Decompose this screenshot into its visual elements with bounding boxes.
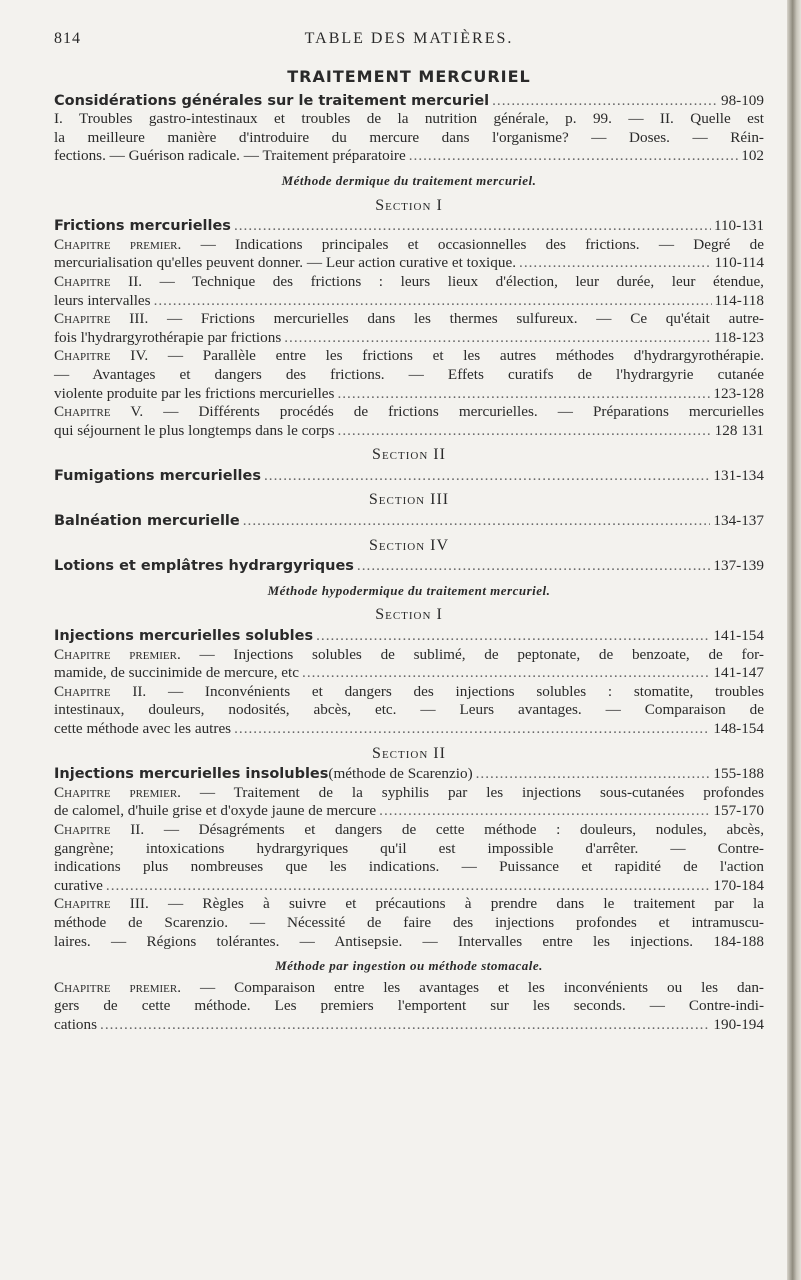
topic-entry (54, 92, 764, 111)
entry-line (54, 979, 764, 998)
toc-entry-line (54, 292, 764, 311)
chapter-label: Chapitre IV. (54, 347, 149, 365)
running-title: TABLE DES MATIÈRES. (304, 30, 514, 47)
page-reference: 98-109 (720, 91, 764, 109)
page-reference: 157-170 (713, 802, 764, 820)
dot-leader (264, 467, 710, 486)
entry-text: I. Troubles gastro-intestinaux et troubles de la nutrition générale, p. 99. — II. Quelle est (54, 110, 764, 128)
chapter-entry (54, 784, 764, 821)
toc-entry-line (54, 422, 764, 441)
method-heading: Méthode par ingestion ou méthode stomacale. (275, 958, 543, 974)
page-reference: 141-154 (713, 627, 764, 645)
entry-text: mercurialisation qu'elles peuvent donner. — Leur action curative et toxique. (54, 254, 517, 272)
page-number: 814 (54, 30, 81, 47)
running-head (54, 22, 764, 60)
entry-line (54, 895, 764, 914)
dot-leader (243, 512, 711, 531)
entry-label: mamide, de succinimide de mercure, etc (54, 664, 300, 682)
toc-entry-line (54, 147, 764, 166)
chapter-entry (54, 821, 764, 895)
toc-entry-line (54, 385, 764, 404)
chapter-entry (54, 310, 764, 347)
page-content (54, 22, 764, 1035)
table-of-contents (54, 92, 764, 1035)
entry-line (54, 997, 764, 1016)
entry-label: violente produite par les frictions mercurielles (54, 384, 335, 402)
topic-entry (54, 217, 764, 236)
chapter-entry (54, 347, 764, 403)
chapter-entry (54, 273, 764, 310)
page-reference: 134-137 (713, 512, 764, 530)
dot-leader (492, 92, 718, 111)
dot-leader (284, 329, 711, 348)
entry-label-note: (méthode de Scarenzio) (328, 765, 473, 783)
entry-text: — Traitement de la syphilis par les injections sous-cutanées profondes (180, 783, 764, 801)
page-reference: 128 131 (714, 421, 764, 439)
dot-leader (379, 802, 710, 821)
dot-leader (337, 385, 710, 404)
entry-label: fois l'hydrargyrothérapie par frictions (54, 328, 282, 346)
page-reference: 114-118 (714, 291, 764, 309)
dot-leader (519, 254, 711, 273)
method-heading: Méthode hypodermique du traitement mercuriel. (267, 582, 551, 598)
chapter-entry (54, 403, 764, 440)
entry-label: Fumigations mercurielles (54, 467, 261, 484)
section-heading: Section I (375, 606, 443, 624)
entry-text: — Comparaison entre les avantages et les inconvénients ou les dan- (181, 978, 764, 996)
chapter-label: Chapitre premier. (54, 645, 181, 663)
topic-entry (54, 557, 764, 576)
entry-text: — Frictions mercurielles dans les thermes sulfureux. — Ce qu'était autre- (148, 310, 764, 328)
entry-label: Considérations générales sur le traitement mercuriel (54, 92, 490, 109)
page-reference: 131-134 (713, 466, 764, 484)
toc-entry-line (54, 254, 764, 273)
page-reference: 137-139 (713, 557, 764, 575)
entry-text: — Inconvénients et dangers des injections solubles : stomatite, troubles (146, 682, 764, 700)
entry-label: Frictions mercurielles (54, 218, 231, 235)
dot-leader (234, 720, 710, 739)
entry-line (54, 129, 764, 148)
entry-text: indications plus nombreuses que les indications. — Puissance et rapidité de l'action (54, 858, 764, 876)
entry-line (54, 273, 764, 292)
chapter-label: Chapitre premier. (54, 978, 181, 996)
section-heading: Section I (375, 196, 443, 214)
entry-line (54, 858, 764, 877)
entry-text: laires. — Régions tolérantes. — Antisepsie. — Intervalles entre les injections. 184-188 (54, 932, 764, 950)
entry-label: Injections mercurielles insolubles (54, 766, 329, 783)
toc-entry-line (54, 1016, 764, 1035)
entry-text: gangrène; intoxications hydrargyriques qu'il est impossible d'arrêter. — Contre- (54, 839, 764, 857)
page-reference: 170-184 (713, 876, 764, 894)
section-heading: Section II (372, 744, 446, 762)
entry-line (54, 933, 764, 952)
topic-entry (54, 512, 764, 531)
entry-text: — Règles à suivre et précautions à prendre dans le traitement par la (148, 895, 764, 913)
page-reference: 190-194 (713, 1015, 764, 1033)
entry-line (54, 701, 764, 720)
dot-leader (106, 877, 710, 896)
entry-line (54, 914, 764, 933)
chapter-entry (54, 683, 764, 739)
dot-leader (476, 765, 711, 784)
dot-leader (357, 557, 710, 576)
dot-leader (338, 422, 712, 441)
entry-text: — Désagréments et dangers de cette méthode : douleurs, nodules, abcès, (144, 820, 764, 838)
entry-line (54, 683, 764, 702)
entry-text: — Parallèle entre les frictions et les autres méthodes d'hydrargyrothérapie. (148, 347, 765, 365)
chapter-label: Chapitre III. (54, 895, 149, 913)
method-heading: Méthode dermique du traitement mercuriel. (281, 172, 537, 188)
chapter-label: Chapitre II. (54, 820, 145, 838)
entry-line (54, 403, 764, 422)
dot-leader (100, 1016, 710, 1035)
entry-label: Lotions et emplâtres hydrargyriques (54, 558, 354, 575)
entry-line (54, 840, 764, 859)
dot-leader (316, 627, 710, 646)
entry-line (54, 236, 764, 255)
entry-label: de calomel, d'huile grise et d'oxyde jaune de mercure (54, 802, 377, 820)
page-reference: 110-131 (713, 217, 764, 235)
page-reference: 118-123 (713, 328, 764, 346)
entry-text: — Indications principales et occasionnelles des frictions. — Degré de (181, 235, 764, 253)
chapter-entry (54, 236, 764, 273)
dot-leader (409, 147, 738, 166)
section-heading: Section IV (368, 536, 450, 554)
entry-line (54, 347, 764, 366)
chapter-label: Chapitre III. (54, 310, 149, 328)
chapter-label: Chapitre II. (54, 272, 143, 290)
entry-line (54, 821, 764, 840)
section-heading: Section II (372, 446, 446, 464)
toc-entry-line (54, 664, 764, 683)
chapter-label: Chapitre premier. (54, 783, 181, 801)
topic-entry (54, 627, 764, 646)
chapter-label: Chapitre II. (54, 682, 147, 700)
entry-text: la meilleure manière d'introduire du mercure dans l'organisme? — Doses. — Réin- (54, 128, 764, 146)
entry-label: Balnéation mercurielle (54, 513, 240, 530)
dot-leader (302, 664, 710, 683)
toc-entry-line (54, 720, 764, 739)
entry-line (54, 110, 764, 129)
entry-label: cette méthode avec les autres (54, 720, 232, 737)
page-reference: 141-147 (713, 664, 764, 682)
chapter-entry (54, 646, 764, 683)
entry-text: — Avantages et dangers des frictions. — Effets curatifs de l'hydrargyrie cutanée (54, 365, 764, 383)
page-reference: 123-128 (713, 384, 764, 402)
entry-line (54, 646, 764, 665)
page-reference: 148-154 (713, 720, 764, 737)
main-title: TRAITEMENT MERCURIEL (287, 67, 531, 86)
chapter-entry (54, 979, 764, 1035)
chapter-entry (54, 895, 764, 951)
chapter-label: Chapitre premier. (54, 235, 182, 253)
toc-entry-line (54, 802, 764, 821)
dot-leader (154, 292, 712, 311)
entry-text: méthode de Scarenzio. — Nécessité de faire des injections profondes et intramuscu- (54, 913, 764, 931)
chapter-label: Chapitre V. (54, 403, 144, 421)
entry-text: gers de cette méthode. Les premiers l'emportent sur les seconds. — Contre-indi- (54, 997, 764, 1015)
entry-label: fections. — Guérison radicale. — Traitement préparatoire (54, 147, 406, 165)
section-heading: Section III (368, 491, 450, 509)
chapter-entry (54, 110, 764, 166)
page-edge (787, 0, 801, 1280)
entry-line (54, 366, 764, 385)
entry-text: — Différents procédés de frictions mercurielles. — Préparations mercurielles (143, 403, 764, 421)
entry-label: curative (54, 876, 103, 894)
dot-leader (234, 217, 711, 236)
toc-entry-line (54, 877, 764, 896)
entry-label: Injections mercurielles solubles (54, 628, 314, 645)
entry-text: — Injections solubles de sublimé, de peptonate, de benzoate, de for- (180, 645, 764, 663)
topic-entry (54, 765, 764, 784)
page-reference: 102 (741, 147, 764, 165)
page-reference: 155-188 (713, 765, 764, 783)
toc-entry-line (54, 329, 764, 348)
entry-text: — Technique des frictions : leurs lieux d'élection, leur durée, leur étendue, (142, 272, 764, 290)
entry-label: leurs intervalles (54, 291, 151, 309)
entry-line (54, 784, 764, 803)
entry-label: qui séjournent le plus longtemps dans le corps (54, 421, 335, 439)
entry-line (54, 310, 764, 329)
entry-text: intestinaux, douleurs, nodosités, abcès, etc. — Leurs avantages. — Comparaison de (54, 701, 764, 719)
entry-label: cations (54, 1015, 98, 1033)
topic-entry (54, 467, 764, 486)
page-reference: 110-114 (714, 254, 764, 272)
